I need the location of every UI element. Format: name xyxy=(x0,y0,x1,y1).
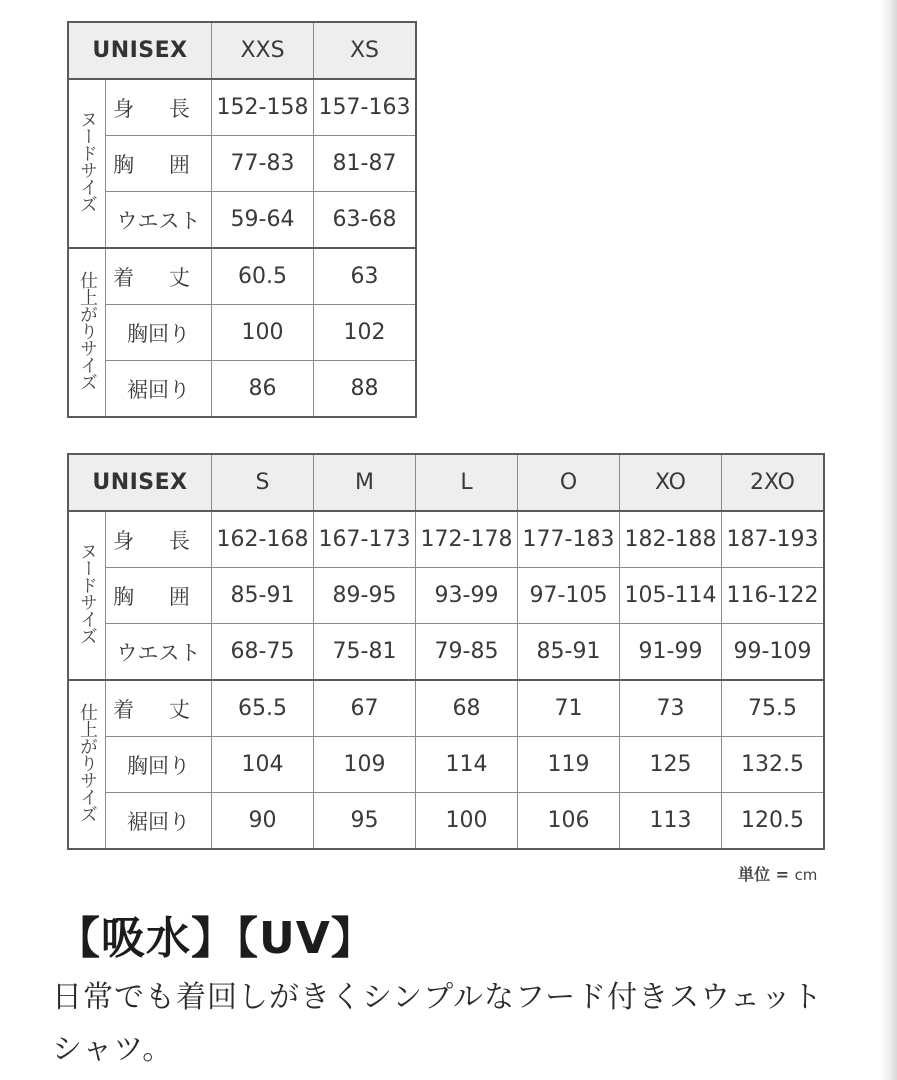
table-cell: 75-81 xyxy=(314,624,416,681)
header-size: S xyxy=(212,454,314,511)
page-edge-shadow xyxy=(881,0,897,1080)
table-cell: 81-87 xyxy=(314,136,417,192)
table-cell: 187-193 xyxy=(722,511,825,568)
table-cell: 100 xyxy=(212,305,314,361)
row-label: 着 丈 xyxy=(106,680,212,737)
table-cell: 116-122 xyxy=(722,568,825,624)
row-label: ウエスト xyxy=(106,624,212,681)
table-cell: 68 xyxy=(416,680,518,737)
header-size: 2XO xyxy=(722,454,825,511)
table-cell: 89-95 xyxy=(314,568,416,624)
table-cell: 85-91 xyxy=(212,568,314,624)
group-label-finished: 仕上がりサイズ xyxy=(68,248,106,417)
table-cell: 77-83 xyxy=(212,136,314,192)
header-unisex: UNISEX xyxy=(68,454,212,511)
feature-heading: 【吸水】【UV】 xyxy=(56,913,376,964)
table-cell: 97-105 xyxy=(518,568,620,624)
table-cell: 167-173 xyxy=(314,511,416,568)
table-cell: 65.5 xyxy=(212,680,314,737)
table-cell: 105-114 xyxy=(620,568,722,624)
table-cell: 102 xyxy=(314,305,417,361)
table-cell: 88 xyxy=(314,361,417,418)
table-cell: 104 xyxy=(212,737,314,793)
table-cell: 85-91 xyxy=(518,624,620,681)
size-table-large xyxy=(67,453,825,850)
table-row xyxy=(68,624,824,681)
table-cell: 172-178 xyxy=(416,511,518,568)
table-cell: 71 xyxy=(518,680,620,737)
table-cell: 119 xyxy=(518,737,620,793)
table-cell: 120.5 xyxy=(722,793,825,850)
table-cell: 59-64 xyxy=(212,192,314,249)
row-label: 身 長 xyxy=(106,511,212,568)
table-row xyxy=(68,568,824,624)
row-label: 胸回り xyxy=(106,737,212,793)
row-label: 裾回り xyxy=(106,361,212,418)
table-row xyxy=(68,305,416,361)
table-cell: 95 xyxy=(314,793,416,850)
table-cell: 182-188 xyxy=(620,511,722,568)
group-label-nude: ヌードサイズ xyxy=(68,79,106,248)
row-label: 胸回り xyxy=(106,305,212,361)
header-size: XS xyxy=(314,22,417,79)
row-label: ウエスト xyxy=(106,192,212,249)
unit-note xyxy=(738,862,817,885)
table-cell: 63 xyxy=(314,248,417,305)
unit-prefix: 単位 = xyxy=(738,865,795,884)
table-cell: 91-99 xyxy=(620,624,722,681)
table-row xyxy=(68,361,416,418)
header-size: XO xyxy=(620,454,722,511)
table-cell: 106 xyxy=(518,793,620,850)
table-header-row xyxy=(68,454,824,511)
table-cell: 60.5 xyxy=(212,248,314,305)
table-cell: 162-168 xyxy=(212,511,314,568)
row-label: 胸 囲 xyxy=(106,568,212,624)
table-cell: 157-163 xyxy=(314,79,417,136)
table-cell: 67 xyxy=(314,680,416,737)
table-cell: 63-68 xyxy=(314,192,417,249)
row-label: 身 長 xyxy=(106,79,212,136)
table-row xyxy=(68,79,416,136)
table-row xyxy=(68,192,416,249)
size-table-small xyxy=(67,21,417,418)
table-cell: 113 xyxy=(620,793,722,850)
unit-value: cm xyxy=(794,866,818,884)
table-cell: 73 xyxy=(620,680,722,737)
table-row xyxy=(68,680,824,737)
table-row xyxy=(68,737,824,793)
table-cell: 90 xyxy=(212,793,314,850)
group-label-finished: 仕上がりサイズ xyxy=(68,680,106,849)
header-size: M xyxy=(314,454,416,511)
header-size: XXS xyxy=(212,22,314,79)
table-row xyxy=(68,511,824,568)
table-cell: 152-158 xyxy=(212,79,314,136)
table-cell: 75.5 xyxy=(722,680,825,737)
table-cell: 99-109 xyxy=(722,624,825,681)
table-cell: 93-99 xyxy=(416,568,518,624)
group-label-nude: ヌードサイズ xyxy=(68,511,106,680)
table-row xyxy=(68,136,416,192)
table-row xyxy=(68,793,824,850)
header-size: L xyxy=(416,454,518,511)
header-size: O xyxy=(518,454,620,511)
table-row xyxy=(68,248,416,305)
row-label: 着 丈 xyxy=(106,248,212,305)
table-cell: 132.5 xyxy=(722,737,825,793)
table-cell: 100 xyxy=(416,793,518,850)
header-unisex: UNISEX xyxy=(68,22,212,79)
table-cell: 68-75 xyxy=(212,624,314,681)
table-cell: 125 xyxy=(620,737,722,793)
row-label: 裾回り xyxy=(106,793,212,850)
table-cell: 109 xyxy=(314,737,416,793)
product-description: 日常でも着回しがきくシンプルなフード付きスウェットシャツ。 xyxy=(52,980,823,1067)
table-cell: 177-183 xyxy=(518,511,620,568)
table-header-row xyxy=(68,22,416,79)
table-cell: 114 xyxy=(416,737,518,793)
table-cell: 79-85 xyxy=(416,624,518,681)
row-label: 胸 囲 xyxy=(106,136,212,192)
table-cell: 86 xyxy=(212,361,314,418)
